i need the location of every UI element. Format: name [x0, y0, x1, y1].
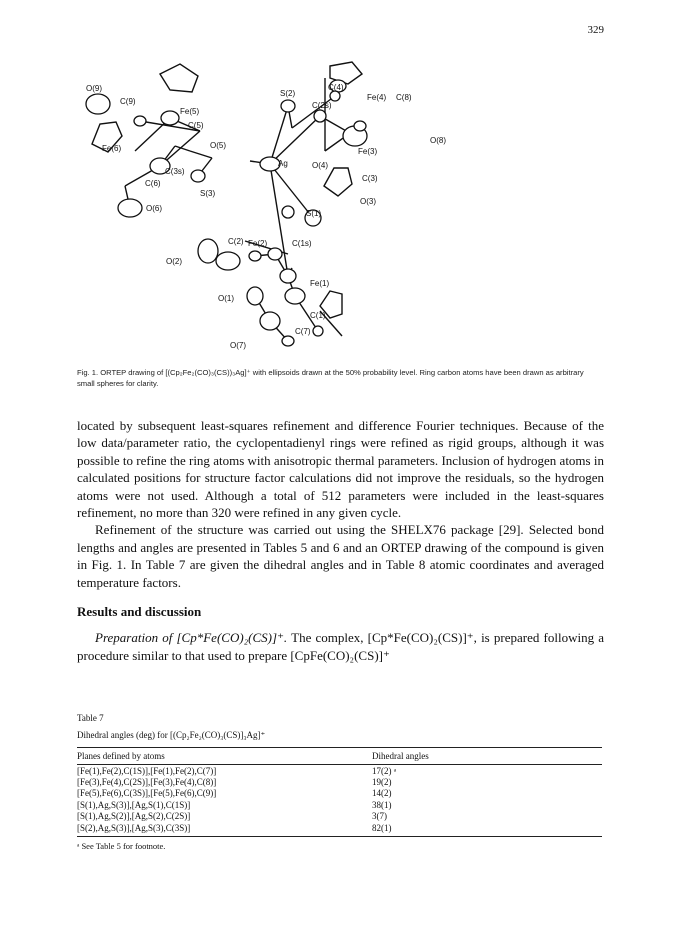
label-o7: O(7) [230, 341, 246, 350]
table-7 [77, 713, 602, 851]
label-o3: O(3) [360, 197, 376, 206]
label-c3s: C(3s) [165, 167, 185, 176]
dihedral-table [77, 747, 602, 837]
figure-caption: Fig. 1. ORTEP drawing of [(Cp₂Fe₂(CO)₃(CS))₃Ag]⁺ with ellipsoids drawn at the 50% probability level. Ring carbon atoms have been drawn as arbitrary small spheres for clarity. [77, 368, 584, 388]
cell-planes: [S(2),Ag,S(3)],[Ag,S(3),C(3S)] [77, 822, 372, 836]
cell-angle: 19(2) [372, 777, 392, 788]
paragraph-3 [77, 629, 604, 664]
table-row [77, 799, 602, 810]
label-c9: C(9) [120, 97, 136, 106]
label-c2: C(2) [228, 237, 244, 246]
label-c7: C(7) [295, 327, 311, 336]
cell-planes: [Fe(1),Fe(2),C(1S)],[Fe(1),Fe(2),C(7)] [77, 765, 217, 776]
label-o1: O(1) [218, 294, 234, 303]
table-row [77, 765, 602, 777]
ortep-figure [80, 56, 590, 356]
label-fe4: Fe(4) [367, 93, 387, 102]
label-c6: C(6) [145, 179, 161, 188]
header-angles: Dihedral angles [372, 748, 602, 765]
paragraph-1: located by subsequent least-squares refinement and difference Fourier techniques. Because of the low data/parameter ratio, the cyclopentadienyl rings were refined as rigid groups, although it was possible to refine the ring atoms with anisotropic thermal parameters. Inclusion of hydrogen atoms in calculated positions for structure factor calculations did not improve the residuals, so the hydrogen atoms were not used. Although a total of 512 parameters were included in the least-squares refinement, no more than 320 were refined in any given cycle. [77, 418, 604, 521]
paragraph-3-text: The complex, [Cp*Fe(CO)₂(CS)]⁺, is prepared following a procedure similar to that used to prepare [CpFe(CO)₂(CS)]⁺ [77, 630, 605, 663]
label-c1: C(1) [310, 311, 326, 320]
label-ag: Ag [278, 159, 288, 168]
cell-planes: [Fe(3),Fe(4),C(2S)],[Fe(3),Fe(4),C(8)] [77, 777, 217, 788]
cell-angle: 17(2) ᵃ [372, 765, 397, 776]
table-header-row [77, 748, 602, 765]
header-planes: Planes defined by atoms [77, 748, 372, 765]
cell-angle: 14(2) [372, 788, 392, 799]
label-o9: O(9) [86, 84, 102, 93]
label-c2s: C(2s) [312, 101, 332, 110]
label-s3: S(3) [200, 189, 216, 198]
page-number: 329 [587, 24, 604, 36]
label-o5: O(5) [210, 141, 226, 150]
preparation-title: Preparation of [Cp*Fe(CO)₂(CS)]⁺. [95, 630, 288, 646]
label-fe5: Fe(5) [180, 107, 200, 116]
label-o6: O(6) [146, 204, 162, 213]
cell-angle: 38(1) [372, 799, 392, 810]
cell-angle: 82(1) [372, 822, 602, 836]
label-s2: S(2) [280, 89, 296, 98]
body-text [77, 417, 604, 664]
cell-planes: [S(1),Ag,S(2)],[Ag,S(2),C(2S)] [77, 811, 191, 822]
paragraph-2: Refinement of the structure was carried out using the SHELX76 package [29]. Selected bond lengths and angles are presented in Tables 5 and 6 and an ORTEP drawing of the compound is given in Fig. 1. In Table 7 are given the dihedral angles and in Table 8 atomic coordinates and averaged temperature factors. [77, 522, 604, 590]
label-fe3: Fe(3) [358, 147, 378, 156]
label-c8: C(8) [396, 93, 412, 102]
label-c1s: C(1s) [292, 239, 312, 248]
cell-planes: [S(1),Ag,S(3)],[Ag,S(1),C(1S)] [77, 799, 191, 810]
cell-planes: [Fe(5),Fe(6),C(3S)],[Fe(5),Fe(6),C(9)] [77, 788, 217, 799]
table-title: Dihedral angles (deg) for [(Cp₂Fe₂(CO)₃(CS)]₃Ag]⁺ [77, 730, 266, 740]
label-o2: O(2) [166, 257, 182, 266]
label-o4: O(4) [312, 161, 328, 170]
section-heading: Results and discussion [77, 604, 202, 620]
label-fe1: Fe(1) [310, 279, 330, 288]
label-o8: O(8) [430, 136, 446, 145]
ortep-drawing [80, 56, 590, 356]
label-s1: S(1) [306, 209, 322, 218]
label-c4: C(4) [328, 83, 344, 92]
label-c3: C(3) [362, 174, 378, 183]
table-row [77, 822, 602, 836]
table-row [77, 776, 602, 787]
label-c5: C(5) [188, 121, 204, 130]
table-footnote: ᵃ See Table 5 for footnote. [77, 840, 166, 851]
table-row [77, 811, 602, 822]
table-row [77, 788, 602, 799]
label-fe2: Fe(2) [248, 239, 268, 248]
cell-angle: 3(7) [372, 811, 387, 822]
table-label: Table 7 [77, 713, 104, 723]
label-fe6: Fe(6) [102, 144, 122, 153]
